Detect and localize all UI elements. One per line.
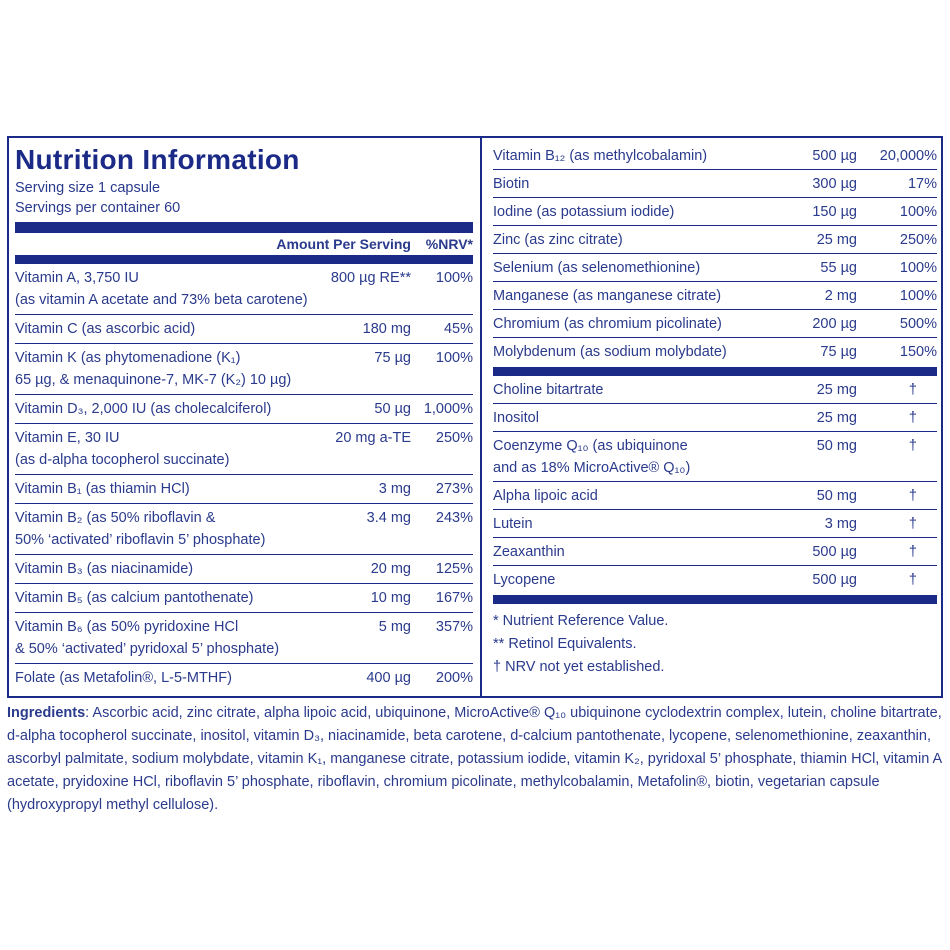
nutrient-nrv: 1,000% (423, 401, 473, 417)
thick-rule (15, 255, 473, 264)
nutrient-name: Vitamin K (as phytomenadione (K₁) (15, 350, 241, 366)
column-header (15, 233, 473, 255)
nutrient-nrv: 243% (435, 510, 473, 526)
nutrient-row (15, 555, 473, 584)
nutrient-nrv: 20,000% (879, 148, 937, 164)
nutrient-name: Vitamin B₂ (as 50% riboflavin & (15, 510, 216, 526)
nutrient-nrv: 100% (435, 350, 473, 366)
right-nutrient-list (493, 142, 937, 365)
nutrient-amount: 3.4 mg (366, 510, 411, 526)
nutrient-nrv: 150% (899, 344, 937, 360)
nutrient-detail: (as vitamin A acetate and 73% beta carotene) (15, 292, 308, 308)
nutrient-amount: 25 mg (816, 232, 857, 248)
nutrient-name: Folate (as Metafolin®, L-5-MTHF) (15, 670, 232, 686)
nutrient-nrv: 357% (435, 619, 473, 635)
ingredient-nrv: † (908, 544, 917, 560)
nutrient-nrv: 100% (899, 260, 937, 276)
ingredient-name: Choline bitartrate (493, 382, 604, 398)
left-nutrient-list (15, 264, 473, 692)
nutrient-row (15, 424, 473, 475)
ingredient-row (493, 376, 937, 404)
nutrient-name: Manganese (as manganese citrate) (493, 288, 722, 304)
nutrient-name: Vitamin E, 30 IU (15, 430, 120, 446)
nutrient-name: Biotin (493, 176, 530, 192)
nutrient-nrv: 250% (435, 430, 473, 446)
ingredient-amount: 500 µg (812, 572, 857, 588)
nutrient-amount: 200 µg (812, 316, 857, 332)
nutrient-amount: 400 µg (366, 670, 411, 686)
nutrient-row (493, 142, 937, 170)
nutrient-row (493, 170, 937, 198)
nutrient-row (493, 338, 937, 365)
nutrient-nrv: 125% (435, 561, 473, 577)
nutrient-amount: 2 mg (824, 288, 857, 304)
ingredient-name: Coenzyme Q₁₀ (as ubiquinone (493, 438, 688, 454)
nutrient-amount: 150 µg (812, 204, 857, 220)
ingredient-nrv: † (908, 382, 917, 398)
other-ingredients-list (493, 376, 937, 593)
ingredient-row (493, 404, 937, 432)
nutrient-nrv: 100% (899, 288, 937, 304)
panel-title: Nutrition Information (15, 144, 300, 175)
nrv-header: %NRV* (425, 236, 473, 252)
nutrient-amount: 55 µg (820, 260, 857, 276)
ingredient-nrv: † (908, 516, 917, 532)
nutrient-detail: 50% ‘activated’ riboflavin 5’ phosphate) (15, 532, 266, 548)
nutrient-row (493, 226, 937, 254)
ingredient-row (493, 538, 937, 566)
nutrient-detail: & 50% ‘activated’ pyridoxal 5’ phosphate) (15, 641, 280, 657)
right-column (482, 138, 945, 696)
nutrient-nrv: 250% (899, 232, 937, 248)
nutrient-nrv: 100% (899, 204, 937, 220)
nutrient-name: Vitamin A, 3,750 IU (15, 270, 139, 286)
thick-rule (493, 595, 937, 604)
nutrient-name: Vitamin C (as ascorbic acid) (15, 321, 196, 337)
nutrient-amount: 5 mg (378, 619, 411, 635)
footnote-line: * Nutrient Reference Value. (493, 613, 669, 629)
nutrient-row (15, 613, 473, 664)
nutrient-name: Vitamin B₁ (as thiamin HCl) (15, 481, 190, 497)
nutrient-row (15, 395, 473, 424)
nutrient-row (493, 198, 937, 226)
footnote-line: ** Retinol Equivalents. (493, 636, 637, 652)
ingredient-name: Zeaxanthin (493, 544, 565, 560)
nutrient-nrv: 17% (907, 176, 937, 192)
ingredient-name: Inositol (493, 410, 539, 426)
servings-per-container: Servings per container 60 (15, 200, 181, 216)
nutrient-amount: 10 mg (370, 590, 411, 606)
nutrient-nrv: 45% (443, 321, 473, 337)
nutrient-row (493, 282, 937, 310)
ingredient-amount: 3 mg (824, 516, 857, 532)
nutrient-amount: 20 mg (370, 561, 411, 577)
nutrient-row (15, 264, 473, 315)
nutrient-name: Vitamin B₅ (as calcium pantothenate) (15, 590, 254, 606)
left-column (9, 138, 482, 696)
nutrient-nrv: 500% (899, 316, 937, 332)
ingredient-amount: 50 mg (816, 438, 857, 454)
ingredient-nrv: † (908, 438, 917, 454)
ingredient-row (493, 432, 937, 482)
nutrient-row (15, 584, 473, 613)
ingredient-nrv: † (908, 488, 917, 504)
nutrient-nrv: 100% (435, 270, 473, 286)
ingredient-row (493, 566, 937, 593)
nutrient-name: Vitamin B₃ (as niacinamide) (15, 561, 194, 577)
nutrient-detail: 65 µg, & menaquinone-7, MK-7 (K₂) 10 µg) (15, 372, 292, 388)
ingredient-name: Lutein (493, 516, 533, 532)
ingredients-text: : Ascorbic acid, zinc citrate, alpha lipoic acid, ubiquinone, MicroActive® Q₁₀ ubiquinone cyclodextrin complex, lutein, choline bitartrate, d-alpha tocopherol succinate, inositol, vitamin D₃, niacinamide, beta carotene, d-calcium pantothenate, lycopene, selenomethionine, zeaxanthin, ascorbyl palmitate, sodium molybdate, vitamin K₁, manganese citrate, potassium iodide, vitamin K₂, pyridoxal 5’ phosphate, thiamin HCl, vitamin A acetate, pryidoxine HCl, riboflavin 5’ phosphate, riboflavin, chromium picolinate, methylcobalamin, Metafolin®, biotin, vegetarian capsule (hydroxypropyl methyl cellulose). (7, 705, 942, 813)
nutrient-row (15, 344, 473, 395)
nutrient-row (493, 310, 937, 338)
ingredient-amount: 500 µg (812, 544, 857, 560)
nutrient-row (15, 504, 473, 555)
ingredient-name: Lycopene (493, 572, 556, 588)
nutrient-name: Chromium (as chromium picolinate) (493, 316, 722, 332)
nutrient-nrv: 273% (435, 481, 473, 497)
nutrient-row (15, 315, 473, 344)
nutrient-name: Vitamin D₃, 2,000 IU (as cholecalciferol) (15, 401, 272, 417)
nutrient-amount: 300 µg (812, 176, 857, 192)
ingredient-amount: 25 mg (816, 410, 857, 426)
footnote-line: † NRV not yet established. (493, 659, 665, 675)
amount-header: Amount Per Serving (276, 236, 411, 252)
nutrient-name: Zinc (as zinc citrate) (493, 232, 623, 248)
ingredient-row (493, 510, 937, 538)
nutrient-name: Vitamin B₁₂ (as methylcobalamin) (493, 148, 708, 164)
ingredients-paragraph (7, 702, 943, 817)
ingredient-detail: and as 18% MicroActive® Q₁₀) (493, 460, 691, 476)
nutrient-amount: 800 µg RE** (330, 270, 411, 286)
nutrient-name: Selenium (as selenomethionine) (493, 260, 701, 276)
serving-size: Serving size 1 capsule (15, 180, 161, 196)
nutrient-amount: 180 mg (362, 321, 411, 337)
nutrient-name: Vitamin B₆ (as 50% pyridoxine HCl (15, 619, 239, 635)
nutrient-amount: 75 µg (374, 350, 411, 366)
nutrient-amount: 75 µg (820, 344, 857, 360)
ingredient-row (493, 482, 937, 510)
nutrient-name: Molybdenum (as sodium molybdate) (493, 344, 727, 360)
nutrient-nrv: 200% (435, 670, 473, 686)
footnotes (493, 604, 937, 679)
ingredient-nrv: † (908, 410, 917, 426)
nutrient-row (15, 475, 473, 504)
nutrition-panel (7, 136, 943, 698)
thick-rule (493, 367, 937, 376)
ingredient-nrv: † (908, 572, 917, 588)
ingredient-amount: 25 mg (816, 382, 857, 398)
ingredient-name: Alpha lipoic acid (493, 488, 598, 504)
nutrient-amount: 500 µg (812, 148, 857, 164)
nutrient-amount: 3 mg (378, 481, 411, 497)
nutrient-amount: 50 µg (374, 401, 411, 417)
nutrient-row (493, 254, 937, 282)
nutrient-name: Iodine (as potassium iodide) (493, 204, 675, 220)
nutrient-row (15, 664, 473, 692)
ingredient-amount: 50 mg (816, 488, 857, 504)
thick-rule (15, 222, 473, 233)
nutrient-amount: 20 mg a-TE (335, 430, 411, 446)
nutrient-nrv: 167% (435, 590, 473, 606)
ingredients-label: Ingredients (7, 705, 86, 721)
nutrient-detail: (as d-alpha tocopherol succinate) (15, 452, 230, 468)
